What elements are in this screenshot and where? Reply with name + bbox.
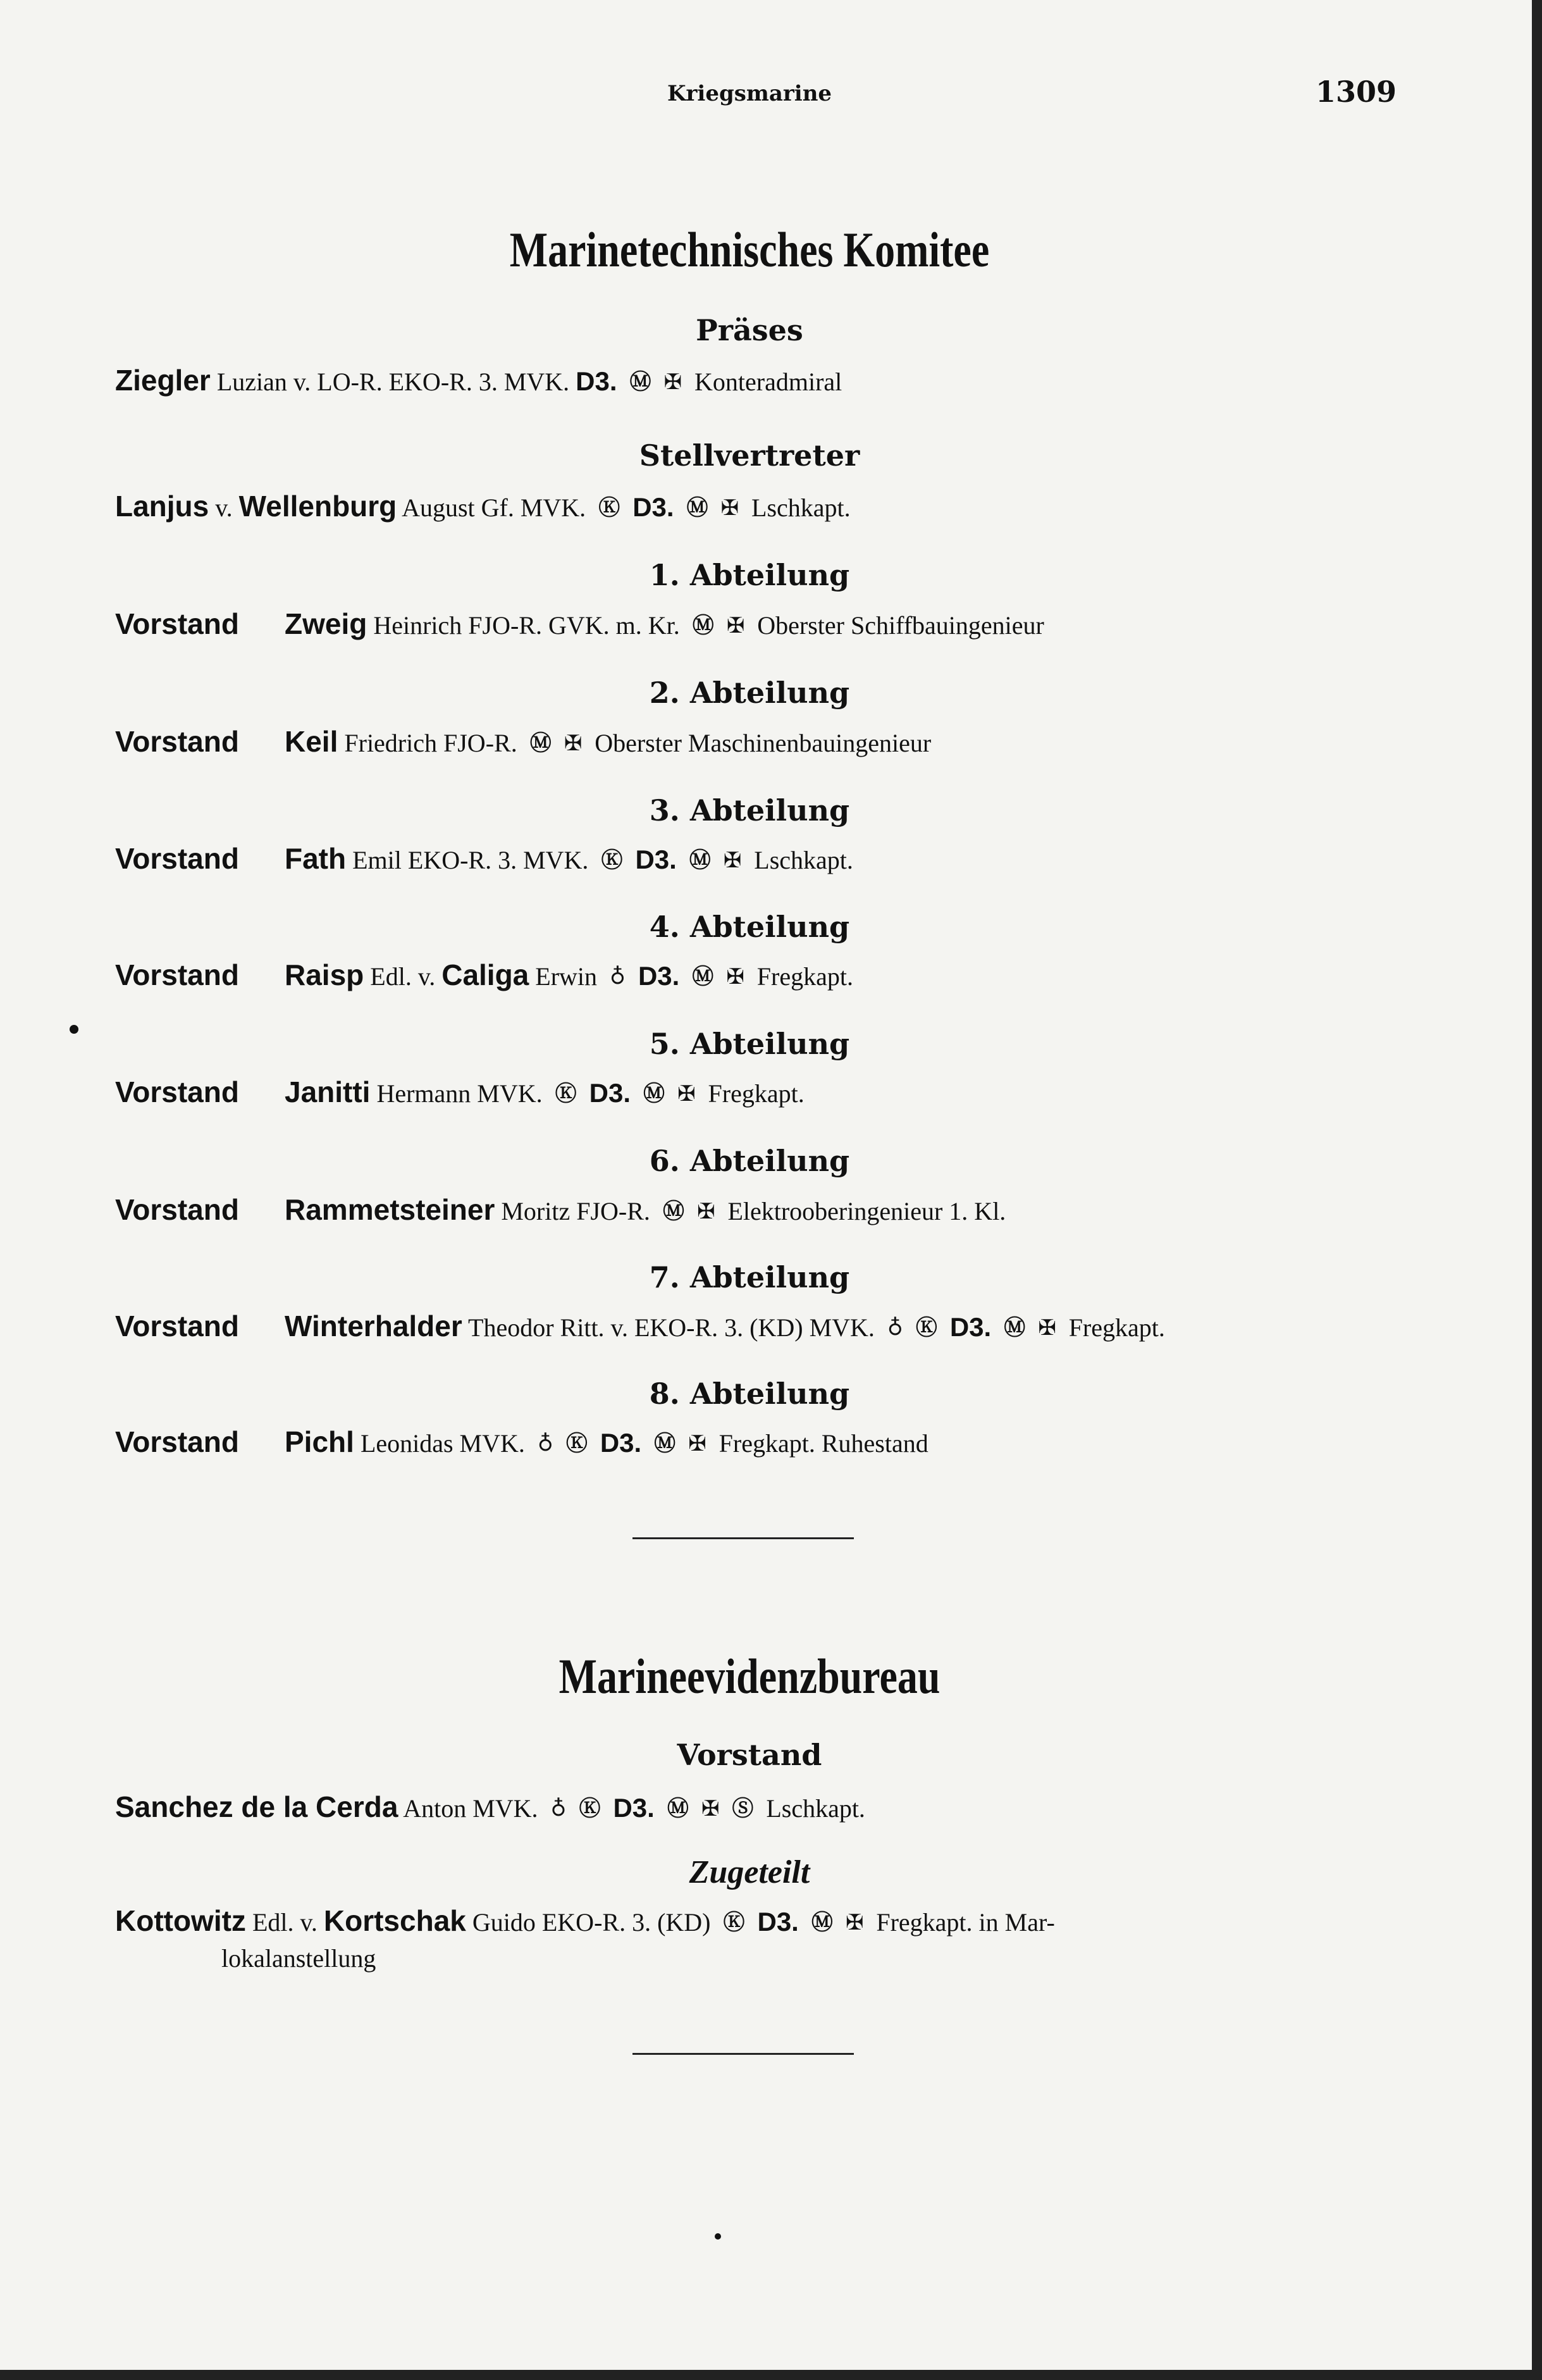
entry-abteilung-7: Vorstand Winterhalder Theodor Ritt. v. EKO-R. 3. (KD) MVK. ♁ Ⓚ D3. Ⓜ ✠ Fregkapt. xyxy=(115,1310,1165,1344)
heading-abteilung-8: 8. Abteilung xyxy=(649,1377,850,1411)
cross-icon: ✠ xyxy=(1038,1315,1056,1341)
m-icon: Ⓜ xyxy=(662,1199,684,1224)
heading-vorstand: Vorstand xyxy=(677,1738,822,1772)
k-icon: Ⓚ xyxy=(601,848,623,873)
entry-abteilung-8: Vorstand Pichl Leonidas MVK. ♁ Ⓚ D3. Ⓜ ✠ Fregkapt. Ruhestand xyxy=(115,1425,928,1460)
print-speck xyxy=(70,1025,78,1034)
heading-abteilung-7: 7. Abteilung xyxy=(649,1260,850,1294)
zugeteilt-continuation: lokalanstellung xyxy=(221,1944,376,1973)
cross-icon: ✠ xyxy=(696,1199,715,1224)
cross-icon: ✠ xyxy=(663,369,682,395)
entry-abteilung-2: Vorstand Keil Friedrich FJO-R. Ⓜ ✠ Oberster Maschinenbauingenieur xyxy=(115,725,931,760)
k-icon: Ⓚ xyxy=(579,1796,601,1821)
cross-icon: ✠ xyxy=(845,1910,864,1935)
entry-abteilung-5: Vorstand Janitti Hermann MVK. Ⓚ D3. Ⓜ ✠ Fregkapt. xyxy=(115,1075,805,1110)
entry-abteilung-3: Vorstand Fath Emil EKO-R. 3. MVK. Ⓚ D3. Ⓜ ✠ Lschkapt. xyxy=(115,842,853,877)
section-title-bureau: Marineevidenzbureau xyxy=(558,1649,941,1704)
cross-icon: ✠ xyxy=(688,1431,706,1456)
end-divider xyxy=(632,2053,854,2055)
entry-abteilung-1: Vorstand Zweig Heinrich FJO-R. GVK. m. Kr. Ⓜ ✠ Oberster Schiffbauingenieur xyxy=(115,607,1044,642)
heading-abteilung-4: 4. Abteilung xyxy=(649,910,850,944)
entry-abteilung-6: Vorstand Rammetsteiner Moritz FJO-R. Ⓜ ✠ Elektrooberingenieur 1. Kl. xyxy=(115,1193,1006,1228)
heading-abteilung-5: 5. Abteilung xyxy=(649,1027,850,1061)
k-icon: Ⓚ xyxy=(598,495,620,521)
heading-abteilung-6: 6. Abteilung xyxy=(649,1144,850,1178)
heading-abteilung-3: 3. Abteilung xyxy=(649,793,850,827)
m-icon: Ⓜ xyxy=(667,1796,689,1821)
s-icon: Ⓢ xyxy=(732,1796,754,1821)
cross-icon: ✠ xyxy=(564,731,583,756)
cross-icon: ✠ xyxy=(720,495,739,521)
m-icon: Ⓜ xyxy=(654,1431,676,1456)
m-icon: Ⓜ xyxy=(529,731,552,756)
running-header xyxy=(0,75,1542,113)
k-icon: Ⓚ xyxy=(915,1315,937,1341)
heading-zugeteilt: Zugeteilt xyxy=(689,1854,810,1890)
print-speck xyxy=(715,2233,721,2240)
heading-abteilung-1: 1. Abteilung xyxy=(649,558,850,592)
k-icon: Ⓚ xyxy=(565,1431,588,1456)
medal-icon: ♁ xyxy=(610,964,626,989)
section-title-komitee: Marinetechnisches Komitee xyxy=(509,222,990,277)
k-icon: Ⓚ xyxy=(555,1081,577,1106)
heading-abteilung-2: 2. Abteilung xyxy=(649,676,850,710)
cross-icon: ✠ xyxy=(677,1081,696,1106)
cross-icon: ✠ xyxy=(723,848,742,873)
header-title: Kriegsmarine xyxy=(667,81,832,106)
m-icon: Ⓜ xyxy=(629,369,651,395)
cross-icon: ✠ xyxy=(726,964,744,989)
m-icon: Ⓜ xyxy=(692,964,714,989)
medal-icon: ♁ xyxy=(887,1315,903,1341)
k-icon: Ⓚ xyxy=(723,1910,745,1935)
page-number: 1309 xyxy=(1316,75,1397,109)
entry-praeses: Ziegler Luzian v. LO-R. EKO-R. 3. MVK. D3. Ⓜ ✠ Konteradmiral xyxy=(115,364,842,399)
entry-abteilung-4: Vorstand Raisp Edl. v. Caliga Erwin ♁ D3. Ⓜ ✠ Fregkapt. xyxy=(115,958,853,993)
entry-zugeteilt: Kottowitz Edl. v. Kortschak Guido EKO-R. 3. (KD) Ⓚ D3. Ⓜ ✠ Fregkapt. in Mar- xyxy=(115,1904,1055,1939)
medal-icon: ♁ xyxy=(537,1431,553,1456)
entry-vorstand: Sanchez de la Cerda Anton MVK. ♁ Ⓚ D3. Ⓜ ✠ Ⓢ Lschkapt. xyxy=(115,1790,865,1825)
m-icon: Ⓜ xyxy=(686,495,708,521)
cross-icon: ✠ xyxy=(726,613,745,638)
m-icon: Ⓜ xyxy=(643,1081,665,1106)
m-icon: Ⓜ xyxy=(1004,1315,1026,1341)
heading-stellvertreter: Stellvertreter xyxy=(639,438,860,473)
cross-icon: ✠ xyxy=(701,1796,720,1821)
heading-praeses: Präses xyxy=(696,313,803,347)
medal-icon: ♁ xyxy=(550,1796,567,1821)
section-divider xyxy=(632,1537,854,1539)
entry-stellvertreter: Lanjus v. Wellenburg August Gf. MVK. Ⓚ D3. Ⓜ ✠ Lschkapt. xyxy=(115,490,851,524)
m-icon: Ⓜ xyxy=(689,848,711,873)
m-icon: Ⓜ xyxy=(811,1910,833,1935)
m-icon: Ⓜ xyxy=(692,613,714,638)
